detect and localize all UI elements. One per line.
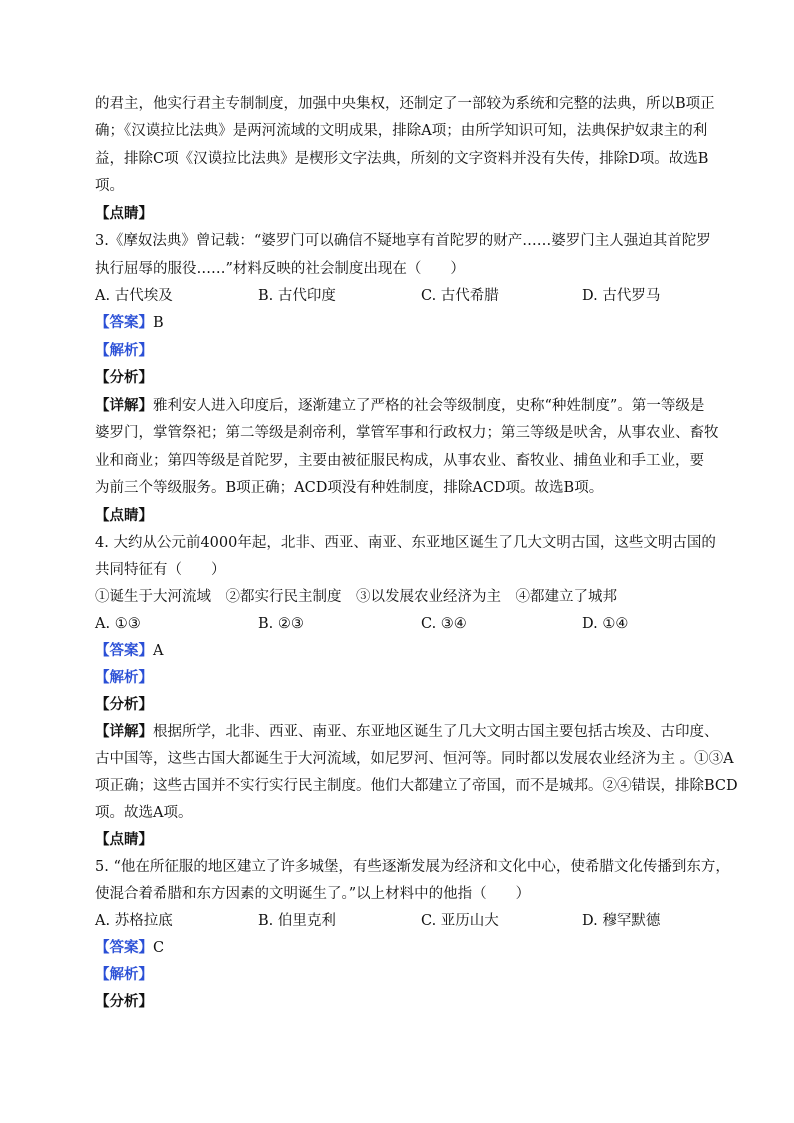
q3-detail-line-3: 业和商业；第四等级是首陀罗，主要由被征服民构成，从事农业、畜牧业、捕鱼业和手工业，要 — [95, 453, 704, 469]
q3-comment-label: 【点睛】 — [95, 507, 153, 524]
q5-answer-label: 【答案】 — [95, 939, 153, 956]
q3-detail-label: 【详解】 — [95, 397, 153, 414]
q4-detail-line-3: 项正确；这些古国并不实行实行民主制度。他们大都建立了帝国，而不是城邦。②④错误，排除BCD — [95, 778, 738, 794]
q5-option-d: D. 穆罕默德 — [582, 913, 661, 929]
q4-option-d: D. ①④ — [582, 616, 629, 632]
q5-option-c: C. 亚历山大 — [421, 913, 499, 929]
q4-answer-label: 【答案】 — [95, 642, 153, 659]
q3-answer-label: 【答案】 — [95, 314, 153, 331]
q4-stem-line-1: 4. 大约从公元前4000年起，北非、西亚、南亚、东亚地区诞生了几大文明古国，这些文明古国的 — [95, 535, 716, 551]
q5-brief-label: 【分析】 — [95, 993, 153, 1010]
q4-detail-line-1 — [95, 725, 719, 740]
q4-stem-line-2: 共同特征有（ ） — [95, 562, 226, 578]
q4-answer-row — [95, 644, 163, 659]
q3-stem-line-2: 执行屈辱的服役……”材料反映的社会制度出现在（ ） — [95, 261, 465, 277]
q5-answer-value: C — [153, 940, 165, 956]
q4-brief-label: 【分析】 — [95, 696, 153, 713]
q2-explanation-line-4: 项。 — [95, 178, 124, 194]
q3-detail-text-1: 雅利安人进入印度后，逐渐建立了严格的社会等级制度，史称“种姓制度”。第一等级是 — [153, 398, 705, 414]
q5-option-a: A. 苏格拉底 — [95, 913, 173, 929]
q3-detail-line-1 — [95, 399, 704, 414]
q4-option-b: B. ②③ — [258, 616, 304, 632]
q4-detail-text-1: 根据所学，北非、西亚、南亚、东亚地区诞生了几大文明古国主要包括古埃及、古印度、 — [153, 724, 719, 740]
q3-detail-line-2: 婆罗门，掌管祭祀；第二等级是刹帝利，掌管军事和行政权力；第三等级是吠舍，从事农业、畜牧 — [95, 425, 719, 441]
q4-detail-label: 【详解】 — [95, 723, 153, 740]
q3-option-b: B. 古代印度 — [258, 288, 336, 304]
q4-option-a: A. ①③ — [95, 616, 141, 632]
q5-analysis-label: 【解析】 — [95, 966, 153, 983]
q3-answer-value: B — [153, 315, 164, 331]
q2-explanation-line-3: 益，排除C项《汉谟拉比法典》是楔形文字法典，所刻的文字资料并没有失传，排除D项。故选B — [95, 151, 709, 167]
q3-stem-line-1: 3.《摩奴法典》曾记载：“婆罗门可以确信不疑地享有首陀罗的财产……婆罗门主人强迫其首陀罗 — [95, 233, 711, 249]
q4-detail-line-4: 项。故选A项。 — [95, 805, 193, 821]
q4-detail-line-2: 古中国等，这些古国大都诞生于大河流域，如尼罗河、恒河等。同时都以发展农业经济为主 。①③A — [95, 751, 734, 767]
q4-option-c: C. ③④ — [421, 616, 467, 632]
q4-analysis-label: 【解析】 — [95, 669, 153, 686]
q3-answer-row — [95, 316, 164, 331]
q5-option-b: B. 伯里克利 — [258, 913, 336, 929]
q4-comment-label: 【点睛】 — [95, 831, 153, 848]
q2-comment-label: 【点睛】 — [95, 205, 153, 222]
q4-statements: ①诞生于大河流域 ②都实行民主制度 ③以发展农业经济为主 ④都建立了城邦 — [95, 589, 617, 605]
q2-explanation-line-2: 确；《汉谟拉比法典》是两河流域的文明成果，排除A项；由所学知识可知，法典保护奴隶主的利 — [95, 123, 708, 139]
q5-stem-line-2: 使混合着希腊和东方因素的文明诞生了。”以上材料中的他指（ ） — [95, 886, 531, 902]
q3-option-d: D. 古代罗马 — [582, 288, 661, 304]
q3-option-c: C. 古代希腊 — [421, 288, 499, 304]
q2-explanation-line-1: 的君主，他实行君主专制制度，加强中央集权，还制定了一部较为系统和完整的法典，所以B项正 — [95, 96, 715, 112]
q5-stem-line-1: 5. “他在所征服的地区建立了许多城堡，有些逐渐发展为经济和文化中心，使希腊文化传播到东方， — [95, 859, 730, 875]
q3-analysis-label: 【解析】 — [95, 342, 153, 359]
q3-option-a: A. 古代埃及 — [95, 288, 173, 304]
q3-detail-line-4: 为前三个等级服务。B项正确；ACD项没有种姓制度，排除ACD项。故选B项。 — [95, 480, 604, 496]
q3-brief-label: 【分析】 — [95, 369, 153, 386]
q4-answer-value: A — [153, 643, 164, 659]
q5-answer-row — [95, 941, 164, 956]
